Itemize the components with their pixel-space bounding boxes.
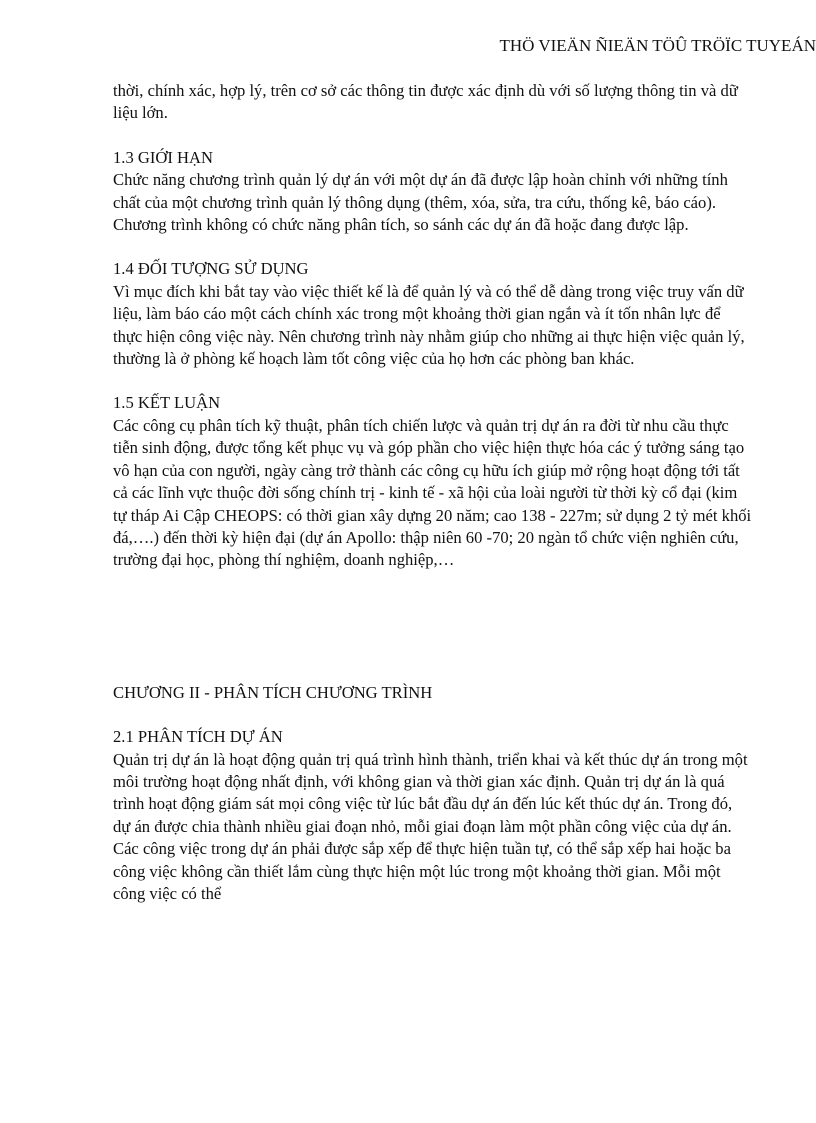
- intro-paragraph: thời, chính xác, hợp lý, trên cơ sở các thông tin được xác định dù với số lượng thông tin và dữ liệu lớn.: [113, 81, 738, 123]
- section-2-1-heading: 2.1 PHÂN TÍCH DỰ ÁN: [113, 727, 283, 747]
- section-1-4-paragraph: Vì mục đích khi bắt tay vào việc thiết kế là để quản lý và có thể dễ dàng trong việc truy vấn dữ liệu, làm báo cáo một cách chính xác trong một khoảng thời gian ngắn và ít tốn nhân lực để thực hiện công việc này. Nên chương trình này nhằm giúp cho những ai thực hiện việc quản lý, thường là ở phòng kế hoạch làm tốt công việc của họ hơn các phòng ban khác.: [113, 281, 745, 369]
- page-header: THÖ VIEÄN ÑIEÄN TÖÛ TRÖÏC TUYEÁN: [499, 36, 816, 55]
- section-1-5-heading: 1.5 KẾT LUẬN: [113, 393, 221, 413]
- section-1-5-paragraph: Các công cụ phân tích kỹ thuật, phân tích chiến lược và quản trị dự án ra đời từ nhu cầu thực tiễn sinh động, được tổng kết phục vụ và góp phần cho việc hiện thực hóa các ý tưởng sáng tạo vô hạn của con người, ngày càng trở thành các công cụ hữu ích giúp mở rộng hoạt động tới tất cả các lĩnh vực thuộc đời sống chính trị - kinh tế - xã hội của loài người từ thời kỳ cổ đại (kim tự tháp Ai Cập CHEOPS: có thời gian xây dựng 20 năm; cao 138 - 227m; sử dụng 2 tỷ mét khối đá,….) đến thời kỳ hiện đại (dự án Apollo: thập niên 60 -70; 20 ngàn tổ chức viện nghiên cứu, trường đại học, phòng thí nghiệm, doanh nghiệp,…: [113, 415, 752, 570]
- section-1-3-paragraph: Chức năng chương trình quản lý dự án với một dự án đã được lập hoàn chỉnh với những tính chất của một chương trình quản lý thông dụng (thêm, xóa, sửa, tra cứu, thống kê, báo cáo).: [113, 170, 728, 212]
- section-1-3-heading: 1.3 GIỚI HẠN: [113, 147, 214, 167]
- document-body: [113, 80, 753, 905]
- chapter-2-title: CHƯƠNG II - PHÂN TÍCH CHƯƠNG TRÌNH: [113, 682, 433, 702]
- section-1-3-paragraph: Chương trình không có chức năng phân tích, so sánh các dự án đã hoặc đang được lập.: [113, 215, 689, 235]
- section-1-4-heading: 1.4 ĐỐI TƯỢNG SỬ DỤNG: [113, 259, 309, 279]
- section-2-1-paragraph: Quản trị dự án là hoạt động quản trị quá trình hình thành, triển khai và kết thúc dự án trong một môi trường hoạt động nhất định, với không gian và thời gian xác định. Quản trị dự án là quá trình hoạt động giám sát mọi công việc từ lúc bắt đầu dự án đến lúc kết thúc dự án. Trong đó, dự án được chia thành nhiều giai đoạn nhỏ, mỗi giai đoạn làm một phần công việc của dự án. Các công việc trong dự án phải được sắp xếp để thực hiện tuần tự, có thể sắp xếp hai hoặc ba công việc không cần thiết lắm cùng thực hiện một lúc trong một khoảng thời gian. Mỗi một công việc có thể: [113, 749, 748, 903]
